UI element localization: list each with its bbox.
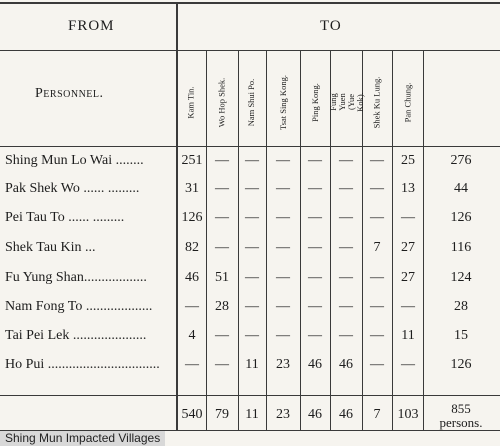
row-label: Nam Fong To ................... xyxy=(5,299,153,314)
image-caption: Shing Mun Impacted Villages xyxy=(0,431,165,446)
table-cell: — xyxy=(215,181,229,196)
table-cell: — xyxy=(308,299,322,314)
table-cell: — xyxy=(276,240,290,255)
table-cell: — xyxy=(185,357,199,372)
column-header-nam-shui-po: Nam Shui Po. xyxy=(246,78,257,126)
table-cell: 46 xyxy=(308,357,322,372)
table-cell: 126 xyxy=(181,210,203,225)
from-heading: FROM xyxy=(68,18,115,34)
table-cell: — xyxy=(308,240,322,255)
column-header-ping-kong: Ping Kong. xyxy=(309,82,320,122)
column-header-fung-yuen: Fung Yuen (Yue Kok). xyxy=(328,92,365,112)
table-cell: — xyxy=(245,181,259,196)
column-header-shek-ku-lung: Shek Ku Lung. xyxy=(371,76,382,128)
table-cell: — xyxy=(215,153,229,168)
table-cell: — xyxy=(339,153,353,168)
table-top-border xyxy=(0,2,500,4)
totals-divider xyxy=(0,395,500,396)
table-cell: 46 xyxy=(339,357,353,372)
table-cell: — xyxy=(370,181,384,196)
table-cell: — xyxy=(276,299,290,314)
table-cell: — xyxy=(370,270,384,285)
table-cell: 11 xyxy=(245,357,259,372)
table-cell: 25 xyxy=(401,153,415,168)
column-total: 79 xyxy=(215,407,229,422)
table-cell: 27 xyxy=(401,270,415,285)
table-cell: — xyxy=(245,328,259,343)
table-cell: — xyxy=(370,153,384,168)
table-cell: 11 xyxy=(401,328,415,343)
table-cell: — xyxy=(339,299,353,314)
row-total: 28 xyxy=(454,299,468,314)
to-heading: TO xyxy=(320,18,342,34)
row-total: 276 xyxy=(450,153,472,168)
grand-total-unit: persons. xyxy=(439,415,483,430)
column-total: 540 xyxy=(181,407,203,422)
table-cell: — xyxy=(245,153,259,168)
table-cell: — xyxy=(245,240,259,255)
table-cell: — xyxy=(276,328,290,343)
header-bottom-border xyxy=(0,146,500,147)
table-cell: — xyxy=(370,328,384,343)
table-cell: — xyxy=(276,181,290,196)
table-cell: — xyxy=(245,210,259,225)
row-label: Shing Mun Lo Wai ........ xyxy=(5,153,144,168)
table-cell: 51 xyxy=(215,270,229,285)
table-cell: — xyxy=(308,210,322,225)
row-total: 126 xyxy=(450,357,472,372)
table-cell: — xyxy=(308,153,322,168)
row-label: Tai Pei Lek ..................... xyxy=(5,328,147,343)
table-cell: — xyxy=(370,357,384,372)
grand-total xyxy=(425,402,497,430)
table-cell: — xyxy=(276,153,290,168)
table-cell: — xyxy=(401,299,415,314)
table-cell: — xyxy=(215,240,229,255)
column-total: 103 xyxy=(397,407,419,422)
column-total: 46 xyxy=(308,407,322,422)
row-label: Shek Tau Kin ... xyxy=(5,240,96,255)
column-header-tsat-sing-kong: Tsat Sing Kong. xyxy=(277,74,288,130)
table-cell: — xyxy=(215,210,229,225)
column-header-wo-hop-shek: Wo Hop Shek. xyxy=(216,77,227,127)
table-cell: 28 xyxy=(215,299,229,314)
table-cell: — xyxy=(308,328,322,343)
table-cell: — xyxy=(339,270,353,285)
table-cell: 23 xyxy=(276,357,290,372)
column-total: 11 xyxy=(245,407,259,422)
table-cell: — xyxy=(245,270,259,285)
table-cell: — xyxy=(185,299,199,314)
table-cell: — xyxy=(401,210,415,225)
table-cell: — xyxy=(370,210,384,225)
column-total: 46 xyxy=(339,407,353,422)
table-cell: — xyxy=(308,270,322,285)
row-total: 15 xyxy=(454,328,468,343)
column-total: 7 xyxy=(373,407,381,422)
table-cell: — xyxy=(245,299,259,314)
row-total: 116 xyxy=(450,240,472,255)
table-cell: — xyxy=(401,357,415,372)
column-divider xyxy=(423,51,424,430)
table-cell: — xyxy=(339,328,353,343)
table-cell: 31 xyxy=(185,181,199,196)
personnel-heading: Personnel. xyxy=(35,86,104,101)
table-cell: — xyxy=(276,210,290,225)
table-cell: — xyxy=(339,181,353,196)
column-header-kam-tin: Kam Tin. xyxy=(185,85,196,119)
table-cell: — xyxy=(308,181,322,196)
table-cell: — xyxy=(276,270,290,285)
row-total: 124 xyxy=(450,270,472,285)
table-cell: — xyxy=(339,210,353,225)
table-cell: — xyxy=(370,299,384,314)
table-cell: 4 xyxy=(188,328,196,343)
grand-total-number: 855 xyxy=(451,401,471,416)
row-total: 126 xyxy=(450,210,472,225)
row-label: Pei Tau To ...... ......... xyxy=(5,210,125,225)
table-cell: 46 xyxy=(185,270,199,285)
table-cell: 82 xyxy=(185,240,199,255)
table-cell: — xyxy=(215,357,229,372)
column-header-pan-chung: Pan Chung. xyxy=(402,82,413,122)
table-cell: 13 xyxy=(401,181,415,196)
table-cell: 251 xyxy=(181,153,203,168)
table-cell: — xyxy=(339,240,353,255)
table-cell: — xyxy=(215,328,229,343)
header-divider xyxy=(0,50,500,51)
row-total: 44 xyxy=(454,181,468,196)
row-label: Ho Pui ................................ xyxy=(5,357,160,372)
column-total: 23 xyxy=(276,407,290,422)
row-label: Fu Yung Shan.................. xyxy=(5,270,147,285)
row-label: Pak Shek Wo ...... ......... xyxy=(5,181,140,196)
table-cell: 27 xyxy=(401,240,415,255)
table-cell: 7 xyxy=(373,240,381,255)
